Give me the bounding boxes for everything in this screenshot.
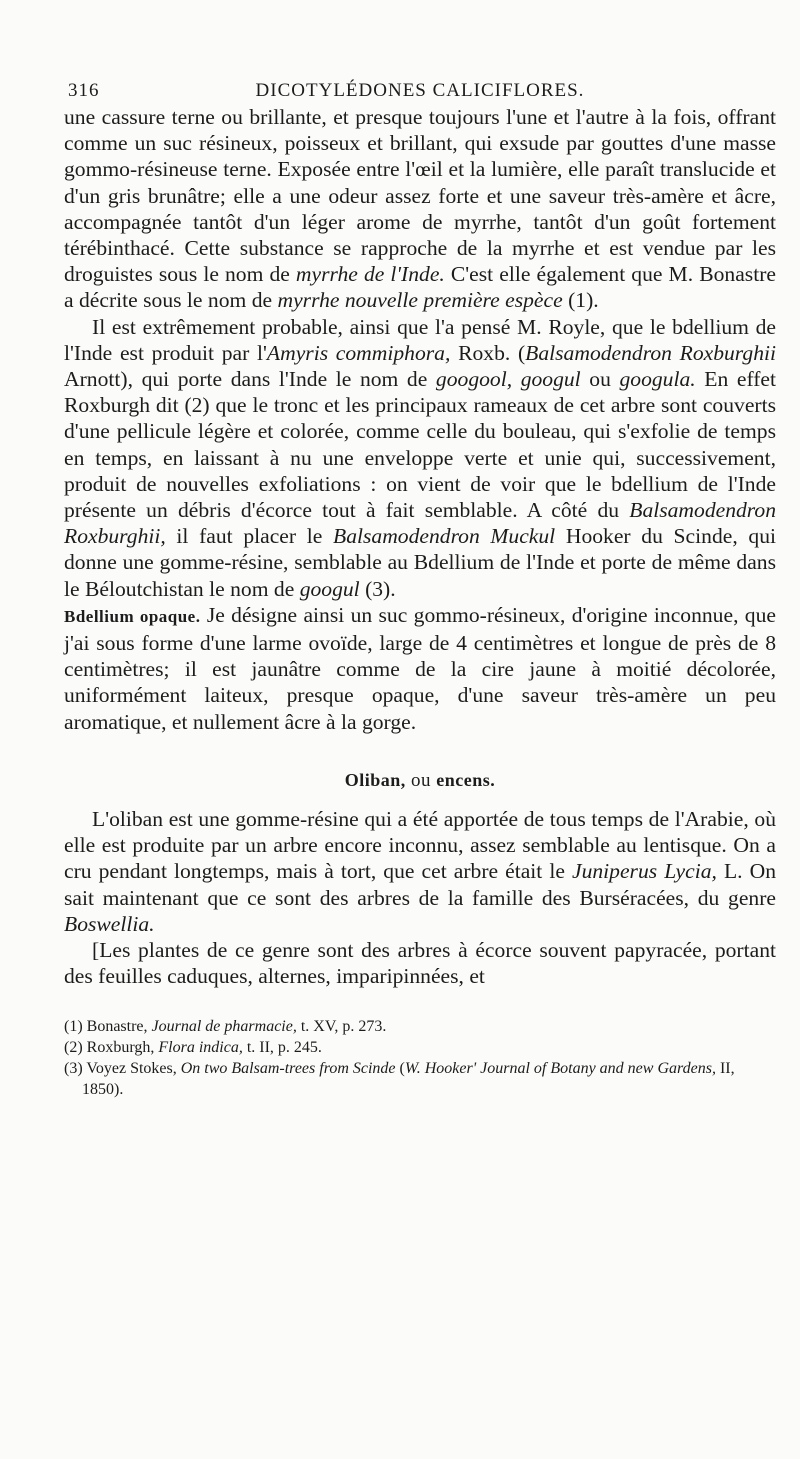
section-title-part: encens. xyxy=(436,769,496,790)
text-run: ou xyxy=(580,367,620,392)
paragraph-lead: Bdellium opaque. xyxy=(64,606,201,626)
italic-run: Amyris commiphora, xyxy=(266,340,451,365)
text-run: une cassure terne ou brillante, et presque toujours l'une et l'autre à la fois, offrant comme un suc résineux, poisseux et brillant, qui exsude par gouttes d'une masse gommo-résineuse terne. Exposée entre l'œil et la lumière, elle paraît translucide et d'un gris brunâtre; elle a une odeur assez forte et une saveur très-amère et âcre, accompagnée tantôt d'un léger arome de myrrhe, tantôt d'un goût fortement térébinthacé. Cette substance se rapproche de la myrrhe et est vendue par les droguistes sous le nom de xyxy=(64,105,776,287)
italic-run: Balsamodendron Muckul xyxy=(333,524,556,549)
text-run: En effet Roxburgh dit (2) que le tronc et les principaux rameaux de cet arbre sont couverts d'une pellicule légère et colorée, comme celle du bouleau, qui s'exfolie de temps en temps, en laissant à nu une enveloppe verte et unie qui, successivement, produit de nouvelles exfoliations : on vient de voir que le bdellium de l'Inde présente un débris d'écorce tout à fait semblable. A côté du xyxy=(64,367,777,523)
italic-run: Journal de pharmacie, xyxy=(151,1017,297,1035)
text-run: II, 1850). xyxy=(82,1059,735,1098)
text-run: (3). xyxy=(359,576,396,601)
footnote-2 xyxy=(64,1037,776,1058)
italic-run: Balsamodendron Roxburghii, xyxy=(64,498,776,549)
text-run: Arnott), qui porte dans l'Inde le nom de xyxy=(64,367,436,392)
italic-run: Balsamodendron Roxburghii xyxy=(525,340,776,365)
italic-run: Flora indica, xyxy=(158,1038,243,1056)
text-run: Hooker du Scinde, qui donne une gomme-résine, semblable au Bdellium de l'Inde et porte de même dans le Béloutchistan le nom de xyxy=(64,524,776,601)
page-number: 316 xyxy=(68,80,100,101)
footnote-3 xyxy=(64,1058,776,1100)
italic-run: Boswellia. xyxy=(64,911,155,936)
book-page xyxy=(64,60,776,1440)
section-title-part: ou xyxy=(405,769,437,791)
paragraph-4 xyxy=(64,806,776,937)
text-run: C'est elle également que M. Bonastre a décrite sous le nom de xyxy=(64,262,776,313)
text-run: Je désigne ainsi un suc gommo-résineux, d'origine inconnue, que j'ai sous forme d'une larme ovoïde, large de 4 centimètres et longue de près de 8 centimètres; il est jaunâtre comme de la cire jaune à moitié décolorée, uniformément laiteux, presque opaque, d'une saveur très-amère un peu aromatique, et nullement âcre à la gorge. xyxy=(64,602,776,734)
text-run: ( xyxy=(395,1059,405,1077)
italic-run: googula. xyxy=(619,367,696,392)
body-text xyxy=(64,104,776,990)
italic-run: On two Balsam-trees from Scinde xyxy=(180,1059,396,1077)
text-run: t. II, p. 245. xyxy=(242,1038,322,1056)
section-title xyxy=(64,767,776,794)
paragraph-5: [Les plantes de ce genre sont des arbres à écorce souvent papyracée, portant des feuilles caduques, alternes, imparipinnées, et xyxy=(64,938,776,989)
text-run: il faut placer le xyxy=(165,524,334,549)
paragraph-3 xyxy=(64,602,776,735)
footnotes xyxy=(64,1016,776,1100)
page-header xyxy=(64,60,776,104)
text-run: (2) Roxburgh, xyxy=(64,1038,159,1056)
text-run: (3) Voyez Stokes, xyxy=(64,1059,181,1077)
italic-run: myrrhe de l'Inde. xyxy=(295,262,445,287)
italic-run: W. Hooker' Journal of Botany and new Gardens, xyxy=(404,1059,716,1077)
paragraph-2 xyxy=(64,314,776,602)
italic-run: myrrhe nouvelle première espèce xyxy=(277,288,563,313)
text-run: Roxb. ( xyxy=(450,340,526,365)
text-run: (1) Bonastre, xyxy=(64,1017,152,1035)
italic-run: googul xyxy=(299,576,360,601)
text-run: L. On sait maintenant que ce sont des arbres de la famille des Burséracées, du genre xyxy=(64,859,776,910)
italic-run: Juniperus Lycia, xyxy=(571,859,717,884)
text-run: (1). xyxy=(562,288,599,313)
footnote-1 xyxy=(64,1016,776,1037)
running-title: DICOTYLÉDONES CALICIFLORES. xyxy=(255,80,585,101)
text-run: t. XV, p. 273. xyxy=(296,1017,387,1035)
italic-run: googool, googul xyxy=(435,367,581,392)
section-title-part: Oliban, xyxy=(344,769,406,790)
text-run: Il est extrêmement probable, ainsi que l'a pensé M. Royle, que le bdellium de l'Inde est produit par l' xyxy=(64,314,776,365)
text-run: L'oliban est une gomme-résine qui a été apportée de tous temps de l'Arabie, où elle est produite par un arbre encore inconnu, assez semblable au lentisque. On a cru pendant longtemps, mais à tort, que cet arbre était le xyxy=(64,807,776,884)
paragraph-1 xyxy=(64,104,776,314)
